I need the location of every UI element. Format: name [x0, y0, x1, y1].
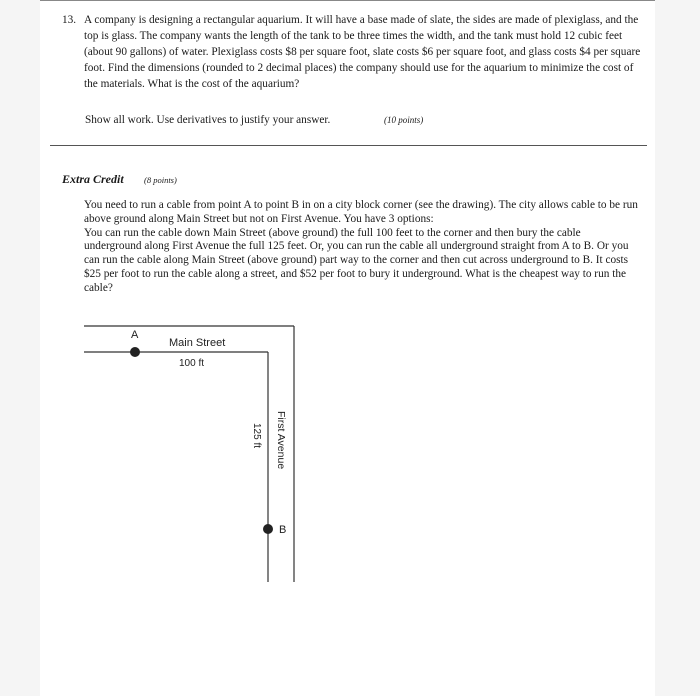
problem-number: 13.: [62, 14, 77, 26]
worksheet-page: [40, 0, 655, 696]
first-length-label: 125 ft: [251, 423, 262, 449]
city-block-diagram: [40, 0, 655, 696]
point-a-label: A: [131, 329, 139, 341]
problem-points: (10 points): [384, 115, 424, 125]
main-street-label: Main Street: [169, 337, 226, 349]
point-b-label: B: [279, 524, 287, 536]
first-avenue-label: First Avenue: [275, 411, 287, 470]
extra-credit-intro: You need to run a cable from point A to point B in on a city block corner (see the drawing). The city allows cable to be run above ground along Main Street but not on First Avenue. You have 3 options:: [84, 199, 638, 225]
extra-credit-options: You can run the cable down Main Street (above ground) the full 100 feet to the corner and then bury the cable underground along First Avenue the full 125 feet. Or, you can run the cable all underground straight from A to B. Or you can run the cable along Main Street (above ground) part way to the corner and then cut across underground to B. It costs $25 per foot to run the cable along a street, and $52 per foot to bury it underground. What is the cheapest way to run the cable?: [84, 226, 629, 294]
extra-credit-points: (8 points): [144, 175, 177, 185]
extra-credit-title: Extra Credit: [62, 172, 124, 186]
main-length-label: 100 ft: [179, 358, 205, 369]
point-a-dot: [130, 347, 140, 357]
point-b-dot: [263, 524, 273, 534]
problem-text: A company is designing a rectangular aquarium. It will have a base made of slate, the sides are made of plexiglass, and the top is glass. The company wants the length of the tank to be three times the width, and the tank must hold 12 cubic feet (about 90 gallons) of water. Plexiglass costs $8 per square foot, slate costs $6 per square foot, and glass costs $4 per square foot. Find the dimensions (rounded to 2 decimal places) the company should use for the aquarium to minimize the cost of the materials. What is the cost of the aquarium?: [84, 14, 641, 90]
problem-instruction: Show all work. Use derivatives to justify your answer.: [85, 114, 331, 126]
